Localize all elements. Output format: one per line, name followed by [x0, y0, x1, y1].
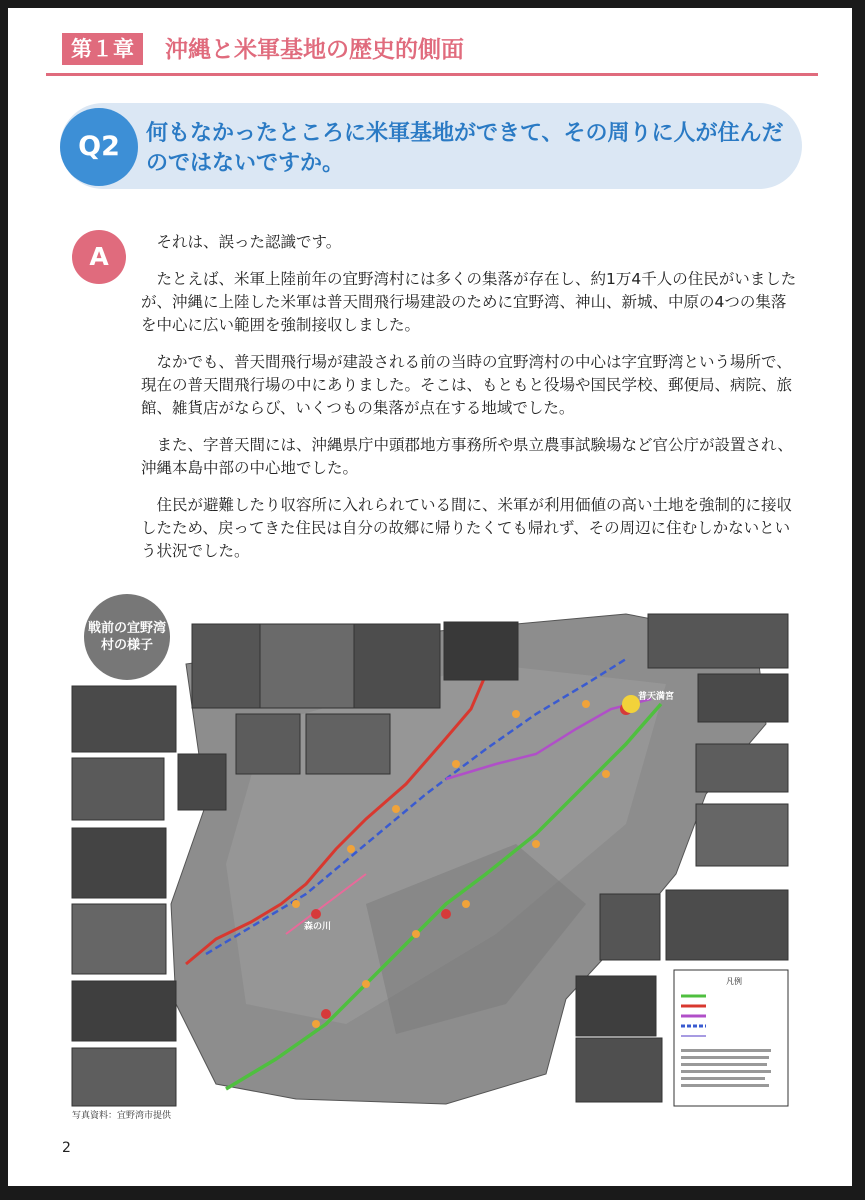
page-number: 2	[62, 1140, 71, 1156]
question-text: 何もなかったところに米軍基地ができて、その周りに人が住んだのではないですか。	[146, 121, 784, 176]
prewar-badge: 戦前の宜野湾村の様子	[84, 594, 170, 680]
answer-paragraph: それは、誤った認識です。	[156, 233, 342, 251]
answer-paragraph: また、字普天間には、沖縄県庁中頭郡地方事務所や県立農事試験場など官公庁が設置され、沖縄本島中部の中心地でした。	[141, 436, 793, 477]
answer-body	[141, 231, 801, 577]
answer-paragraph: なかでも、普天間飛行場が建設される前の当時の宜野湾村の中心は字宜野湾という場所で、現在の普天間飛行場の中にありました。そこは、もともと役場や国民学校、郵便局、病院、旅館、雑貨店がならび、いくつもの集落が点在する地域でした。	[141, 353, 793, 417]
answer-paragraph: 住民が避難したり収容所に入れられている間に、米軍が利用価値の高い土地を強制的に接収したため、戻ってきた住民は自分の故郷に帰りたくても帰れず、その周辺に住むしかないという状況でした。	[141, 496, 793, 560]
chapter-title: 沖縄と米軍基地の歴史的側面	[165, 37, 464, 63]
chapter-divider	[46, 73, 818, 76]
answer-label: A	[72, 230, 126, 284]
legend-title: 凡例	[726, 977, 742, 986]
photo-credit: 写真資料：宜野湾市提供	[72, 1111, 172, 1121]
question-label: Q2	[60, 108, 138, 186]
map-illustration	[66, 604, 794, 1112]
historical-map-figure	[66, 604, 794, 1112]
morinokawa-label: 森の川	[304, 922, 332, 932]
answer-paragraph: たとえば、米軍上陸前年の宜野湾村には多くの集落が存在し、約1万4千人の住民がいましたが、沖縄に上陸した米軍は普天間飛行場建設のために宜野湾、神山、新城、中原の4つの集落を中心に広い範囲を強制接収しました。	[141, 270, 797, 334]
futenma-label: 普天満宮	[638, 692, 675, 702]
chapter-number: 第１章	[62, 33, 143, 65]
